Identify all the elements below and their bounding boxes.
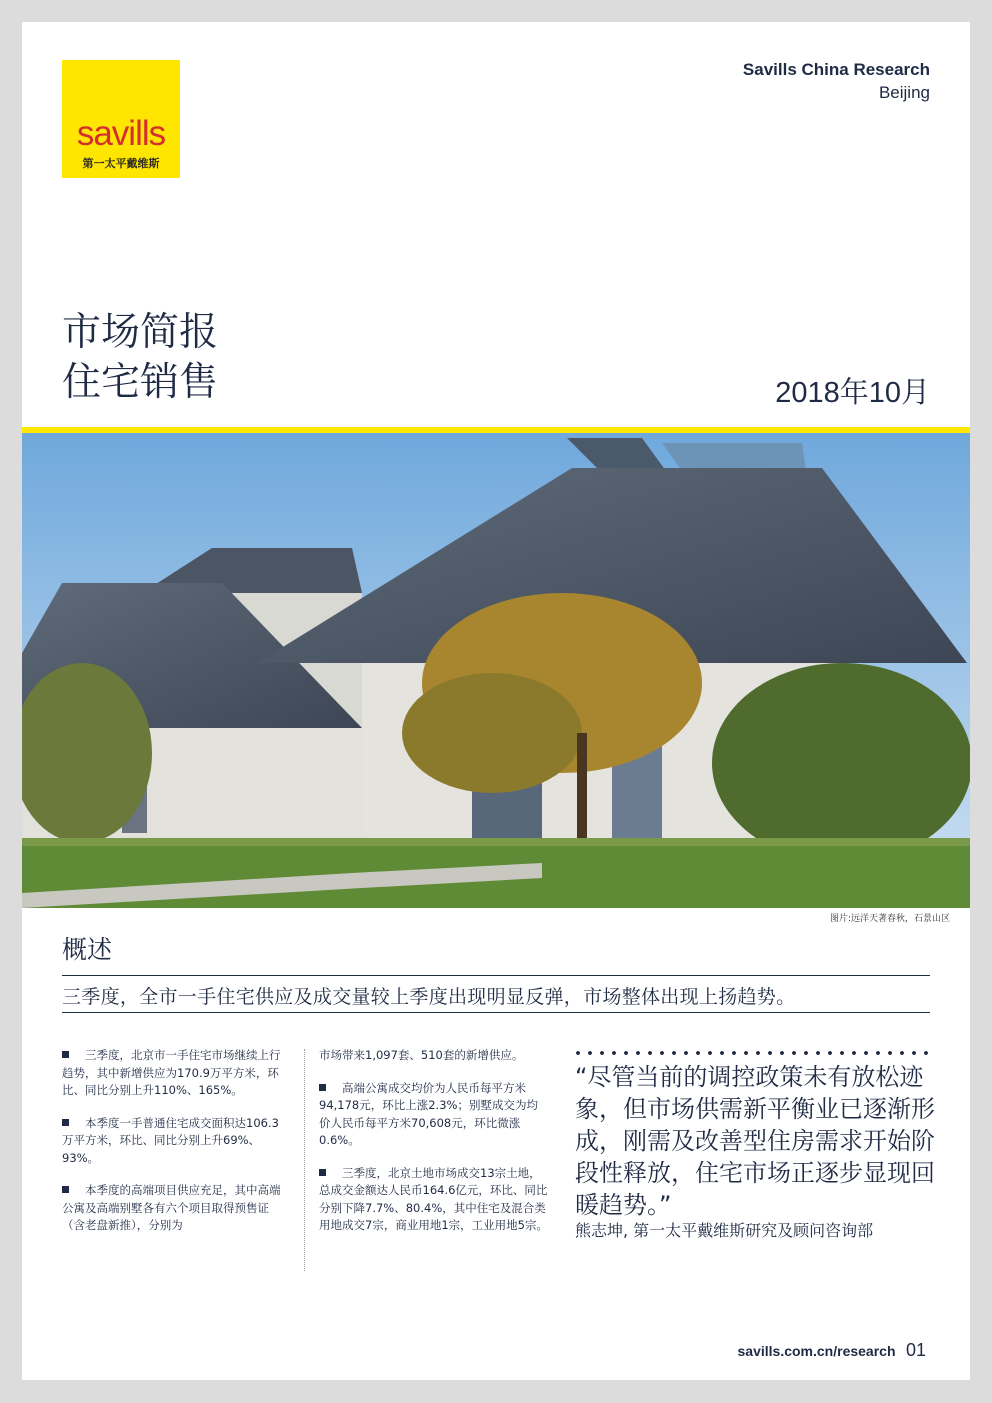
list-item: 本季度的高端项目供应充足，其中高端公寓及高端别墅各有六个项目取得预售证（含老盘新推），分别为: [62, 1183, 281, 1232]
bullet-icon: [319, 1084, 326, 1091]
column-1: [62, 1047, 282, 1250]
list-item-continuation: 市场带来1,097套、510套的新增供应。: [319, 1048, 524, 1062]
savills-logo: [62, 60, 180, 178]
organization-name: Savills China Research: [742, 60, 930, 79]
quote-author: 熊志坤, 第一太平戴维斯研究及顾问咨询部: [575, 1221, 874, 1240]
list-item: 三季度，北京土地市场成交13宗土地，总成交金额达人民币164.6亿元，环比、同比分别下降7.7%、80.4%，其中住宅及混合类用地成交7宗，商业用地1宗，工业用地5宗。: [319, 1165, 548, 1232]
list-item: 高端公寓成交均价为人民币每平方米94,178元，环比上涨2.3%；别墅成交为均价人民币每平方米70,608元，环比微涨0.6%。: [319, 1080, 538, 1147]
bullet-icon: [62, 1119, 69, 1126]
bullet-icon: [62, 1051, 69, 1058]
photo-caption: 图片:远洋天著春秋，石景山区: [829, 914, 950, 924]
footer: [738, 1340, 926, 1361]
title-line-1: 市场简报: [62, 310, 219, 355]
building-illustration: [22, 433, 970, 908]
column-2: [319, 1047, 549, 1250]
list-item: 三季度，北京市一手住宅市场继续上行趋势，其中新增供应为170.9万平方米，环比、同比分别上升110%、165%。: [62, 1048, 281, 1097]
column-divider: [304, 1049, 305, 1271]
bullet-icon: [62, 1186, 69, 1193]
overview-bottom-rule: [62, 1012, 930, 1013]
logo-brand-text: savills: [76, 114, 166, 153]
page: [22, 22, 970, 1380]
page-number: 01: [905, 1340, 926, 1360]
city-name: Beijing: [878, 83, 930, 102]
header-info: [743, 60, 930, 103]
overview-top-rule: [62, 975, 930, 976]
report-date: 2018年10月: [775, 377, 930, 409]
quote-dotted-rule: [572, 1051, 932, 1055]
cover-photo: [22, 433, 970, 908]
bullet-icon: [319, 1169, 326, 1176]
pull-quote: “尽管当前的调控政策未有放松迹象，但市场供需新平衡业已逐渐形成，刚需及改善型住房需求开始阶段性释放，住宅市场正逐步显现回暖趋势。”: [575, 1063, 935, 1219]
logo-chinese-text: 第一太平戴维斯: [82, 157, 160, 170]
overview-lead: 三季度，全市一手住宅供应及成交量较上季度出现明显反弹，市场整体出现上扬趋势。: [62, 986, 796, 1008]
title-line-2: 住宅销售: [62, 360, 219, 405]
page-title: [62, 308, 218, 408]
overview-heading: 概述: [62, 935, 113, 964]
footer-url[interactable]: savills.com.cn/research: [737, 1343, 896, 1359]
list-item: 本季度一手普通住宅成交面积达106.3万平方米，环比、同比分别上升69%、93%。: [62, 1115, 279, 1165]
